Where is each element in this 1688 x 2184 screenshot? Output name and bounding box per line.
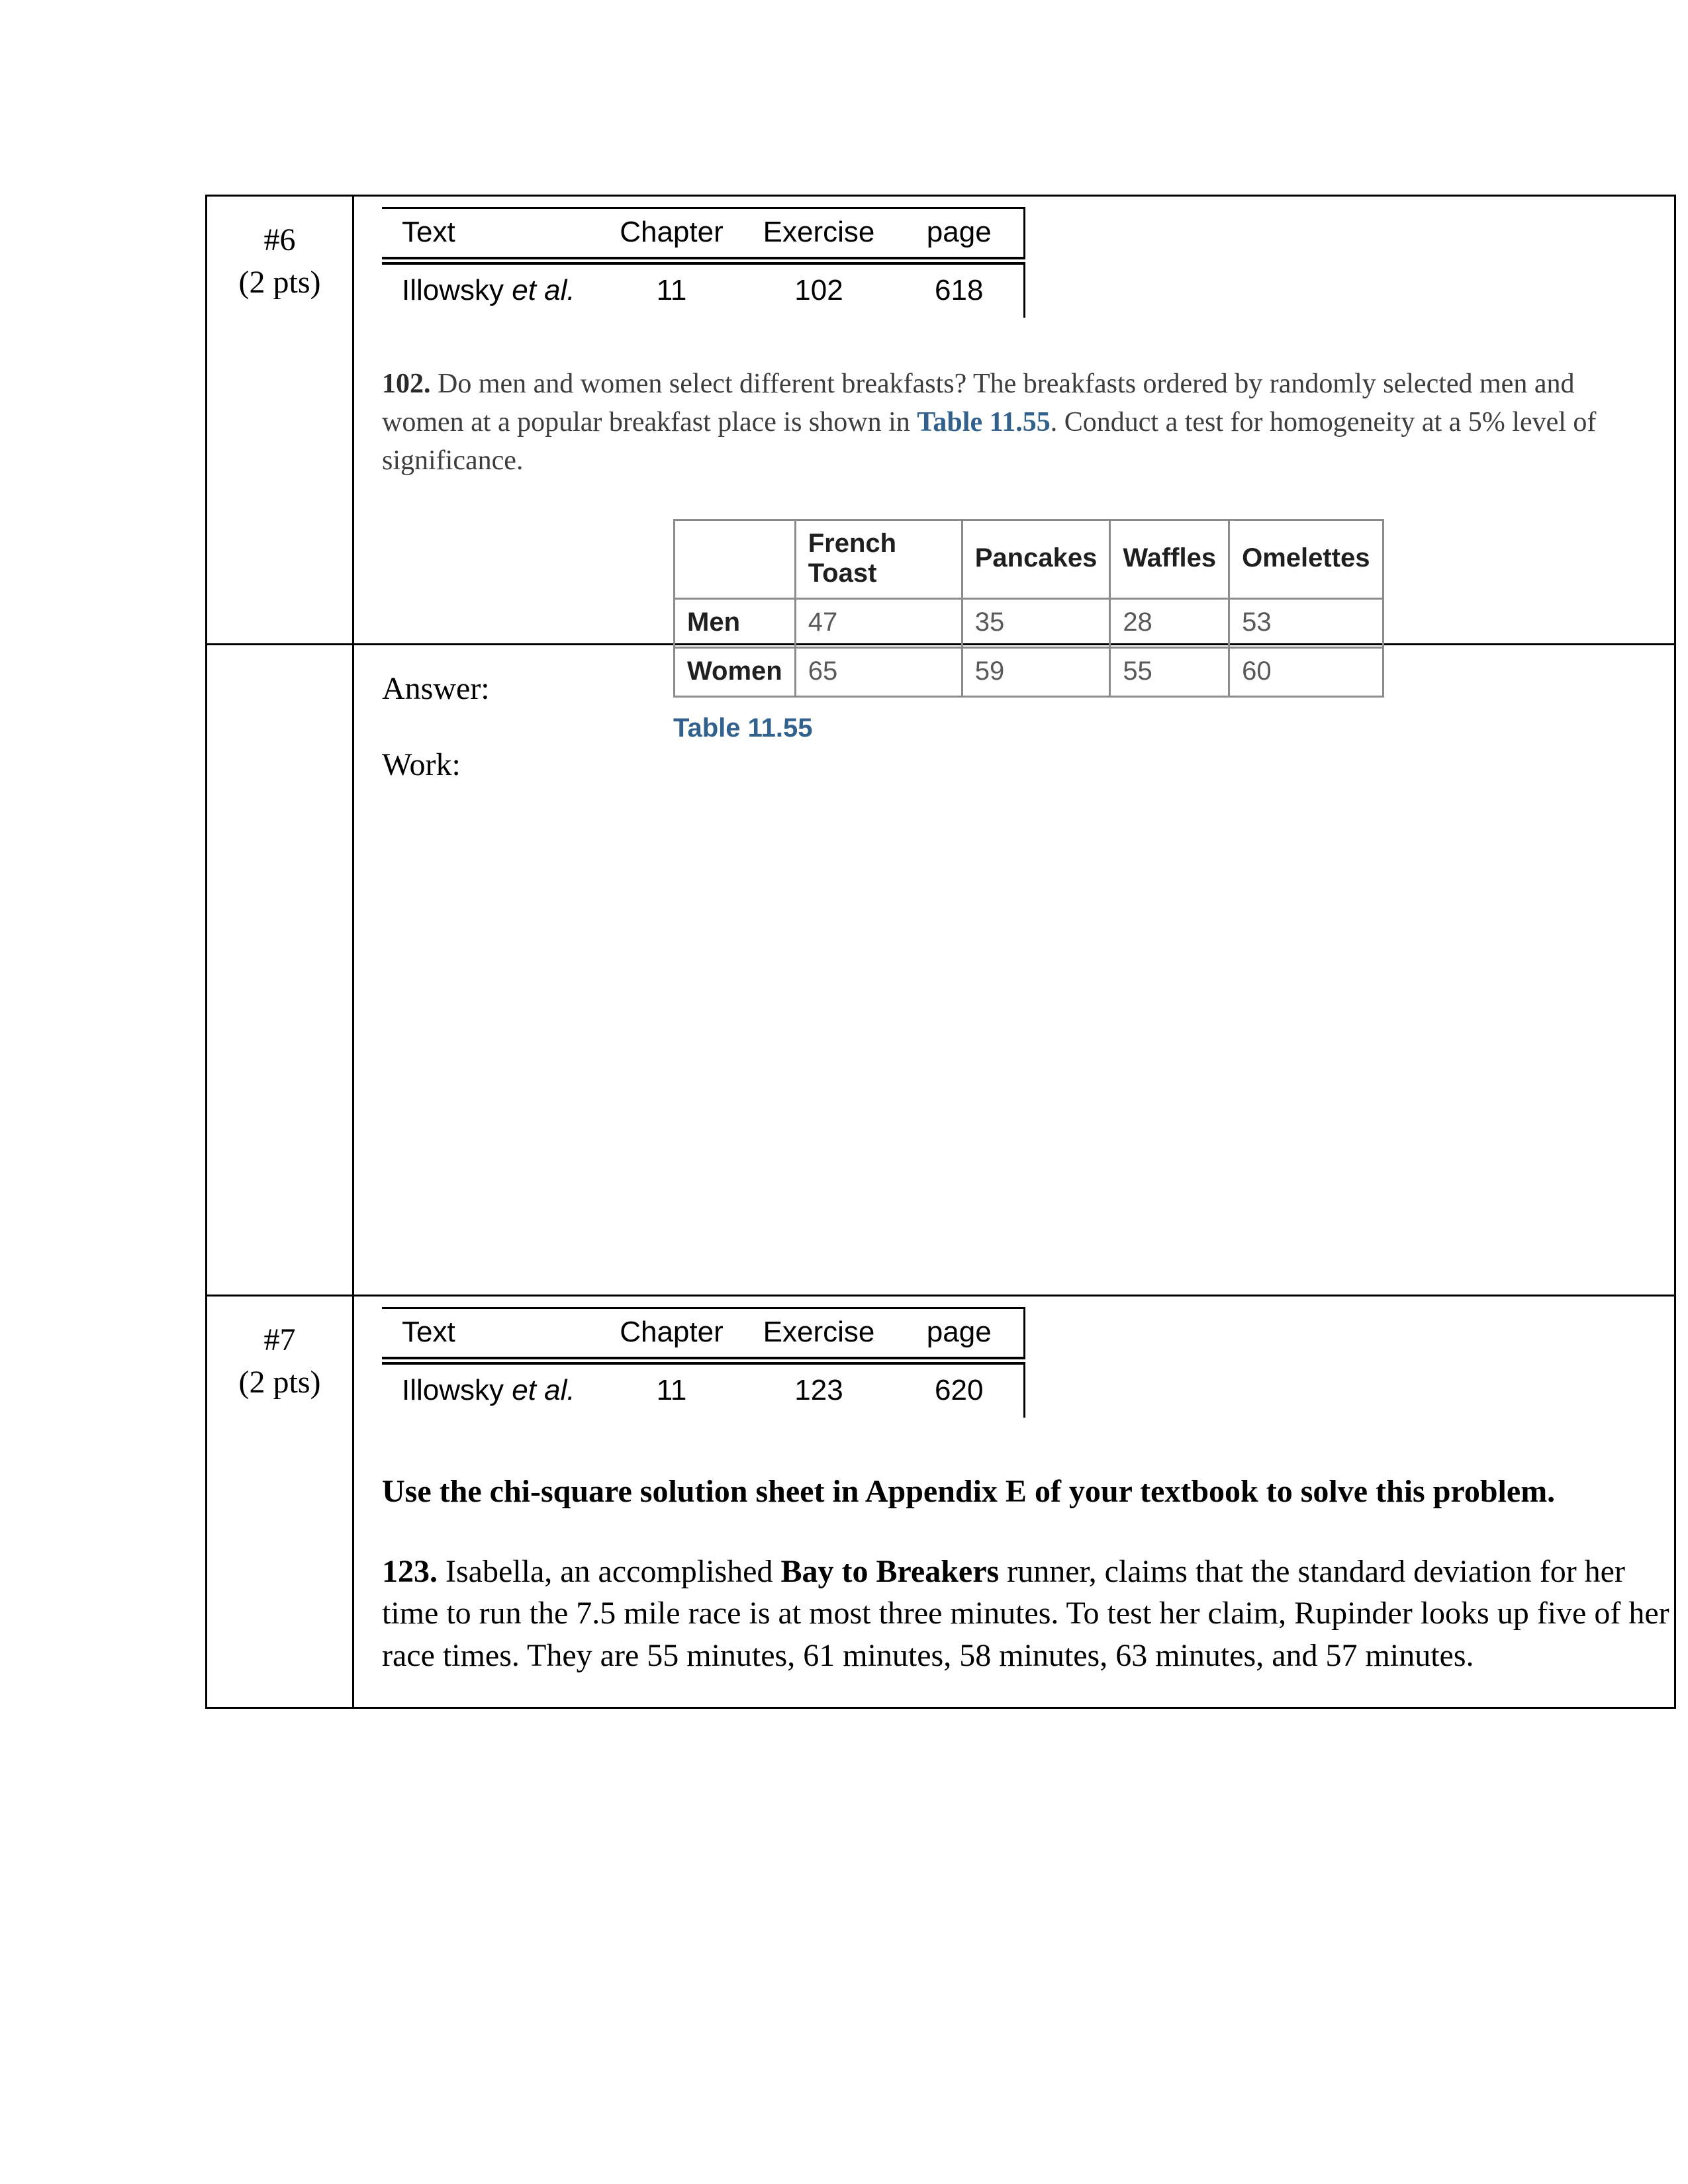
men-pancakes: 35 — [962, 598, 1110, 647]
ref-header-text: Text — [382, 208, 600, 261]
breakfast-table-caption: Table 11.55 — [673, 713, 813, 743]
ref-source — [382, 261, 600, 318]
breakfast-col-waffles: Waffles — [1110, 520, 1229, 598]
problem7-number: #7 — [263, 1322, 296, 1357]
breakfast-row-men — [675, 598, 1383, 647]
answer-work-cell — [354, 645, 1676, 1297]
men-waffles: 28 — [1110, 598, 1229, 647]
problem7-content-cell — [354, 1297, 1676, 1707]
ref-header-chapter: Chapter — [600, 1308, 743, 1361]
breakfast-col-omelettes: Omelettes — [1229, 520, 1383, 598]
breakfast-col-pancakes: Pancakes — [962, 520, 1110, 598]
problem7-text-part2: runner, claims that the standard deviation for her time to run the 7.5 mile race is at most three minutes. To test her claim, Rupinder looks up five of her race times. They are 55 minutes, 61 minutes, 58 minutes, 63 minutes, and 57 minutes. — [382, 1554, 1669, 1673]
problem6-points: (2 pts) — [238, 265, 321, 300]
ref-page-value: 620 — [935, 1374, 984, 1406]
bay-to-breakers-bold: Bay to Breakers — [780, 1554, 1000, 1589]
ref-source-name: Illowsky — [402, 1374, 512, 1406]
ref-header-text: Text — [382, 1308, 600, 1361]
row-label-women: Women — [675, 647, 796, 696]
problem6-text-before-link: Do men and women select different breakfasts? The breakfasts ordered by randomly selected men and women at a popular breakfast place is shown in — [382, 369, 1575, 437]
ref-header-page: page — [895, 1308, 1024, 1361]
problem7-statement — [382, 1551, 1676, 1676]
ref-chapter-value: 11 — [656, 1374, 687, 1406]
women-omelettes: 60 — [1229, 647, 1383, 696]
ref-header-page: page — [895, 208, 1024, 261]
ref-source — [382, 1361, 600, 1418]
answer-label: Answer: — [382, 671, 490, 706]
ref-header-exercise: Exercise — [743, 1308, 895, 1361]
breakfast-corner-cell — [675, 520, 796, 598]
problem7-instruction: Use the chi-square solution sheet in Appendix E of your textbook to solve this problem. — [382, 1474, 1556, 1509]
reference-header-row — [382, 208, 1024, 261]
assignment-table — [205, 195, 1676, 1709]
women-pancakes: 59 — [962, 647, 1110, 696]
breakfast-header-row — [675, 520, 1383, 598]
breakfast-col-french-toast: French Toast — [795, 520, 962, 598]
reference-data-row — [382, 261, 1024, 318]
women-french-toast: 65 — [795, 647, 962, 696]
problem7-reference-table — [382, 1307, 1025, 1418]
problem6-exercise-number: 102. — [382, 369, 431, 399]
reference-data-row — [382, 1361, 1024, 1418]
problem7-exercise-number: 123. — [382, 1554, 438, 1589]
answer-label-cell — [207, 645, 354, 1297]
problem7-label-cell — [207, 1297, 354, 1707]
problem7-points: (2 pts) — [238, 1365, 321, 1400]
table-1155-link: Table 11.55 — [917, 406, 1051, 437]
ref-source-etal: et al. — [512, 1374, 575, 1406]
problem6-text-after-link: . Conduct a test for homogeneity at a 5% level of significance. — [382, 406, 1597, 476]
men-omelettes: 53 — [1229, 598, 1383, 647]
problem6-statement — [382, 365, 1656, 480]
row-label-men: Men — [675, 598, 796, 647]
ref-chapter-value: 11 — [656, 274, 687, 306]
work-label: Work: — [382, 747, 461, 782]
problem6-reference-table — [382, 207, 1025, 318]
problem7-text-part1: Isabella, an accomplished — [438, 1554, 781, 1589]
women-waffles: 55 — [1110, 647, 1229, 696]
problem6-number: #6 — [263, 222, 296, 257]
problem6-label-cell — [207, 197, 354, 645]
ref-exercise-value: 102 — [794, 274, 843, 306]
ref-header-exercise: Exercise — [743, 208, 895, 261]
ref-page-value: 618 — [935, 274, 984, 306]
ref-source-name: Illowsky — [402, 274, 512, 306]
ref-source-etal: et al. — [512, 274, 575, 306]
reference-header-row — [382, 1308, 1024, 1361]
men-french-toast: 47 — [795, 598, 962, 647]
ref-exercise-value: 123 — [794, 1374, 843, 1406]
ref-header-chapter: Chapter — [600, 208, 743, 261]
